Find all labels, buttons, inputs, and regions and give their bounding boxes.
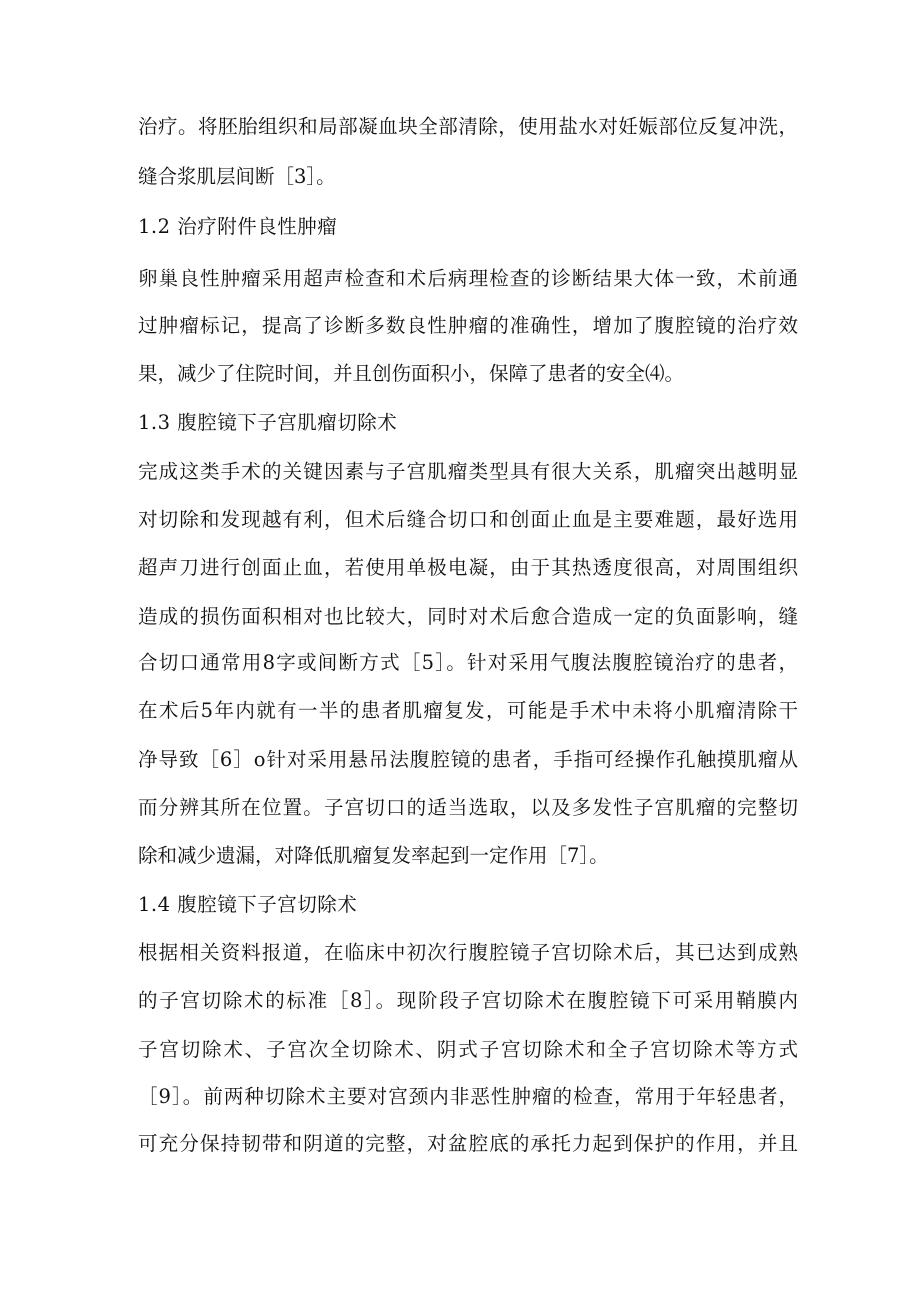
body-text-line: 合切口通常用8字或间断方式［5］。针对采用气腹法腹腔镜治疗的患者， <box>138 651 798 674</box>
body-text-line: 在术后5年内就有一半的患者肌瘤复发，可能是手术中未将小肌瘤清除干 <box>138 699 798 722</box>
body-text-line: ［9］。前两种切除术主要对宫颈内非恶性肿瘤的检查，常用于年轻患者， <box>138 1085 798 1108</box>
body-text-line: 过肿瘤标记，提高了诊断多数良性肿瘤的准确性，增加了腹腔镜的治疗效 <box>138 314 798 337</box>
body-text-line: 根据相关资料报道，在临床中初次行腹腔镜子宫切除术后，其已达到成熟 <box>138 941 798 964</box>
body-text-line: 缝合浆肌层间断［3］。 <box>138 165 336 188</box>
body-text-line: 而分辨其所在位置。子宫切口的适当选取，以及多发性子宫肌瘤的完整切 <box>138 796 798 819</box>
body-text-line: 的子宫切除术的标准［8］。现阶段子宫切除术在腹腔镜下可采用鞘膜内 <box>138 989 798 1012</box>
body-text-line: 造成的损伤面积相对也比较大，同时对术后愈合造成一定的负面影响，缝 <box>138 605 798 628</box>
body-text-line: 除和减少遗漏，对降低肌瘤复发率起到一定作用［7］。 <box>138 844 609 867</box>
body-text-line: 治疗。将胚胎组织和局部凝血块全部清除，使用盐水对妊娠部位反复冲洗， <box>138 115 798 138</box>
body-text-line: 净导致［6］o针对采用悬吊法腹腔镜的患者，手指可经操作孔触摸肌瘤从 <box>138 748 798 771</box>
section-heading-1-2: 1.2 治疗附件良性肿瘤 <box>138 215 338 238</box>
body-text-line: 子宫切除术、子宫次全切除术、阴式子宫切除术和全子宫切除术等方式 <box>138 1038 798 1061</box>
body-text-line: 卵巢良性肿瘤采用超声检查和术后病理检查的诊断结果大体一致，术前通 <box>138 267 798 290</box>
body-text-line: 完成这类手术的关键因素与子宫肌瘤类型具有很大关系，肌瘤突出越明显 <box>138 460 798 483</box>
body-text-line: 果，减少了住院时间，并且创伤面积小，保障了患者的安全⑷。 <box>138 362 685 385</box>
body-text-line: 可充分保持韧带和阴道的完整，对盆腔底的承托力起到保护的作用，并且 <box>138 1132 798 1155</box>
body-text-line: 对切除和发现越有利，但术后缝合切口和创面止血是主要难题，最好选用 <box>138 508 798 531</box>
section-heading-1-4: 1.4 腹腔镜下子宫切除术 <box>138 893 358 916</box>
body-text-line: 超声刀进行创面止血，若使用单极电凝，由于其热透度很高，对周围组织 <box>138 556 798 579</box>
section-heading-1-3: 1.3 腹腔镜下子宫肌瘤切除术 <box>138 411 398 434</box>
